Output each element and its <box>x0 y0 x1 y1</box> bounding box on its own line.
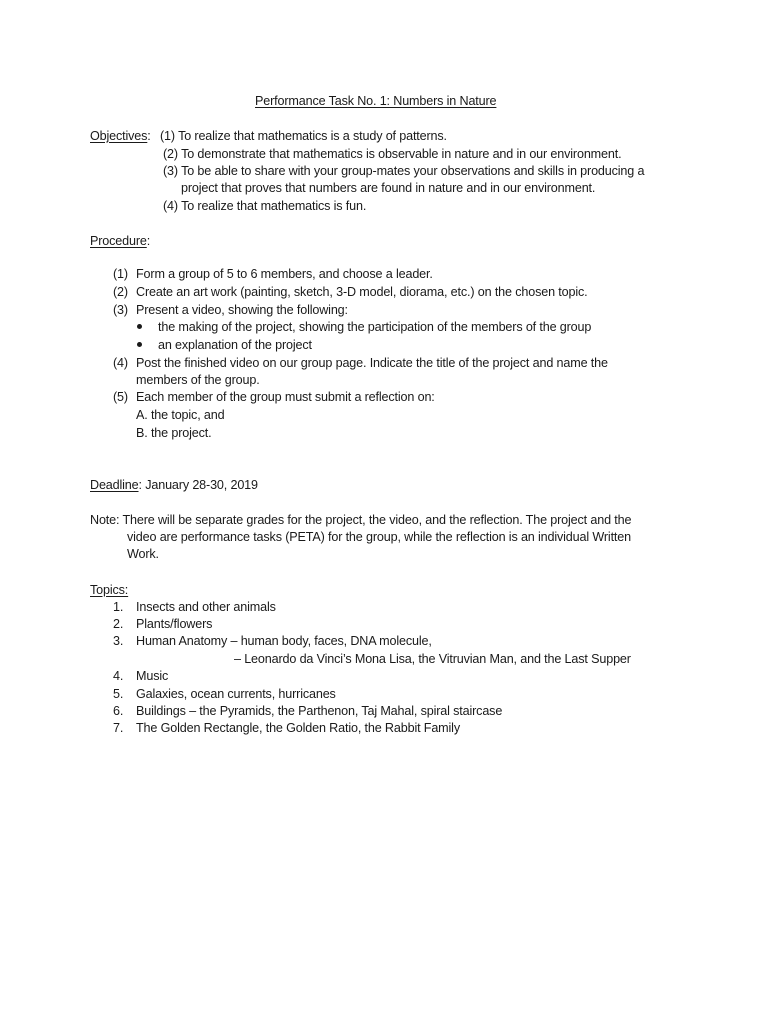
procedure-step-number: (3) <box>113 303 128 317</box>
topic-item: The Golden Rectangle, the Golden Ratio, the Rabbit Family <box>136 721 460 735</box>
procedure-label: Procedure <box>90 234 147 248</box>
topic-item: Galaxies, ocean currents, hurricanes <box>136 687 336 701</box>
procedure-bullet-item: an explanation of the project <box>158 338 312 352</box>
topic-number: 6. <box>113 704 124 718</box>
deadline-label: Deadline <box>90 478 139 492</box>
procedure-step-text: Post the finished video on our group page. Indicate the title of the project and name the <box>136 356 608 370</box>
page-title: Performance Task No. 1: Numbers in Nature <box>255 94 497 108</box>
topic-number: 3. <box>113 634 124 648</box>
procedure-step-text: Form a group of 5 to 6 members, and choose a leader. <box>136 267 433 281</box>
bullet-icon <box>137 324 142 329</box>
objectives-label: Objectives <box>90 129 148 143</box>
procedure-step-number: (1) <box>113 267 128 281</box>
topic-item: Insects and other animals <box>136 600 276 614</box>
procedure-bullet-item: the making of the project, showing the participation of the members of the group <box>158 320 592 334</box>
objective-item-1: (1) To realize that mathematics is a study of patterns. <box>160 129 447 143</box>
deadline <box>90 477 258 493</box>
procedure-step-number: (4) <box>113 356 128 370</box>
topic-number: 4. <box>113 669 124 683</box>
objective-item-3: (3) To be able to share with your group-mates your observations and skills in producing a <box>163 164 645 178</box>
topic-item: Music <box>136 669 169 683</box>
topic-item-continued: – Leonardo da Vinci’s Mona Lisa, the Vitruvian Man, and the Last Supper <box>234 652 631 666</box>
procedure-colon: : <box>146 234 151 248</box>
objective-item-2: (2) To demonstrate that mathematics is observable in nature and in our environment. <box>163 147 622 161</box>
topic-item: Buildings – the Pyramids, the Parthenon, Taj Mahal, spiral staircase <box>136 704 503 718</box>
note-line: video are performance tasks (PETA) for the group, while the reflection is an individual Written <box>127 530 631 544</box>
note-line: Note: There will be separate grades for the project, the video, and the reflection. The project and the <box>90 513 632 527</box>
objective-item-4: (4) To realize that mathematics is fun. <box>163 199 367 213</box>
topics-heading: Topics: <box>90 583 129 597</box>
objectives-colon: : <box>147 129 151 143</box>
topic-item: Human Anatomy – human body, faces, DNA molecule, <box>136 634 432 648</box>
objectives-heading <box>90 128 151 144</box>
procedure-step-text: Create an art work (painting, sketch, 3-D model, diorama, etc.) on the chosen topic. <box>136 285 588 299</box>
procedure-step-number: (2) <box>113 285 128 299</box>
deadline-value: : January 28-30, 2019 <box>138 478 258 492</box>
procedure-sub-item: B. the project. <box>136 426 212 440</box>
procedure-step-number: (5) <box>113 390 128 404</box>
topic-item: Plants/flowers <box>136 617 213 631</box>
bullet-icon <box>137 342 142 347</box>
topic-number: 2. <box>113 617 124 631</box>
procedure-step-text: Each member of the group must submit a reflection on: <box>136 390 435 404</box>
procedure-heading <box>90 233 150 249</box>
topic-number: 1. <box>113 600 124 614</box>
topic-number: 5. <box>113 687 124 701</box>
objective-item-3-continued: project that proves that numbers are found in nature and in our environment. <box>181 181 596 195</box>
procedure-sub-item: A. the topic, and <box>136 408 225 422</box>
note-line: Work. <box>127 547 159 561</box>
procedure-step-text: Present a video, showing the following: <box>136 303 348 317</box>
procedure-step-continued: members of the group. <box>136 373 260 387</box>
topic-number: 7. <box>113 721 124 735</box>
